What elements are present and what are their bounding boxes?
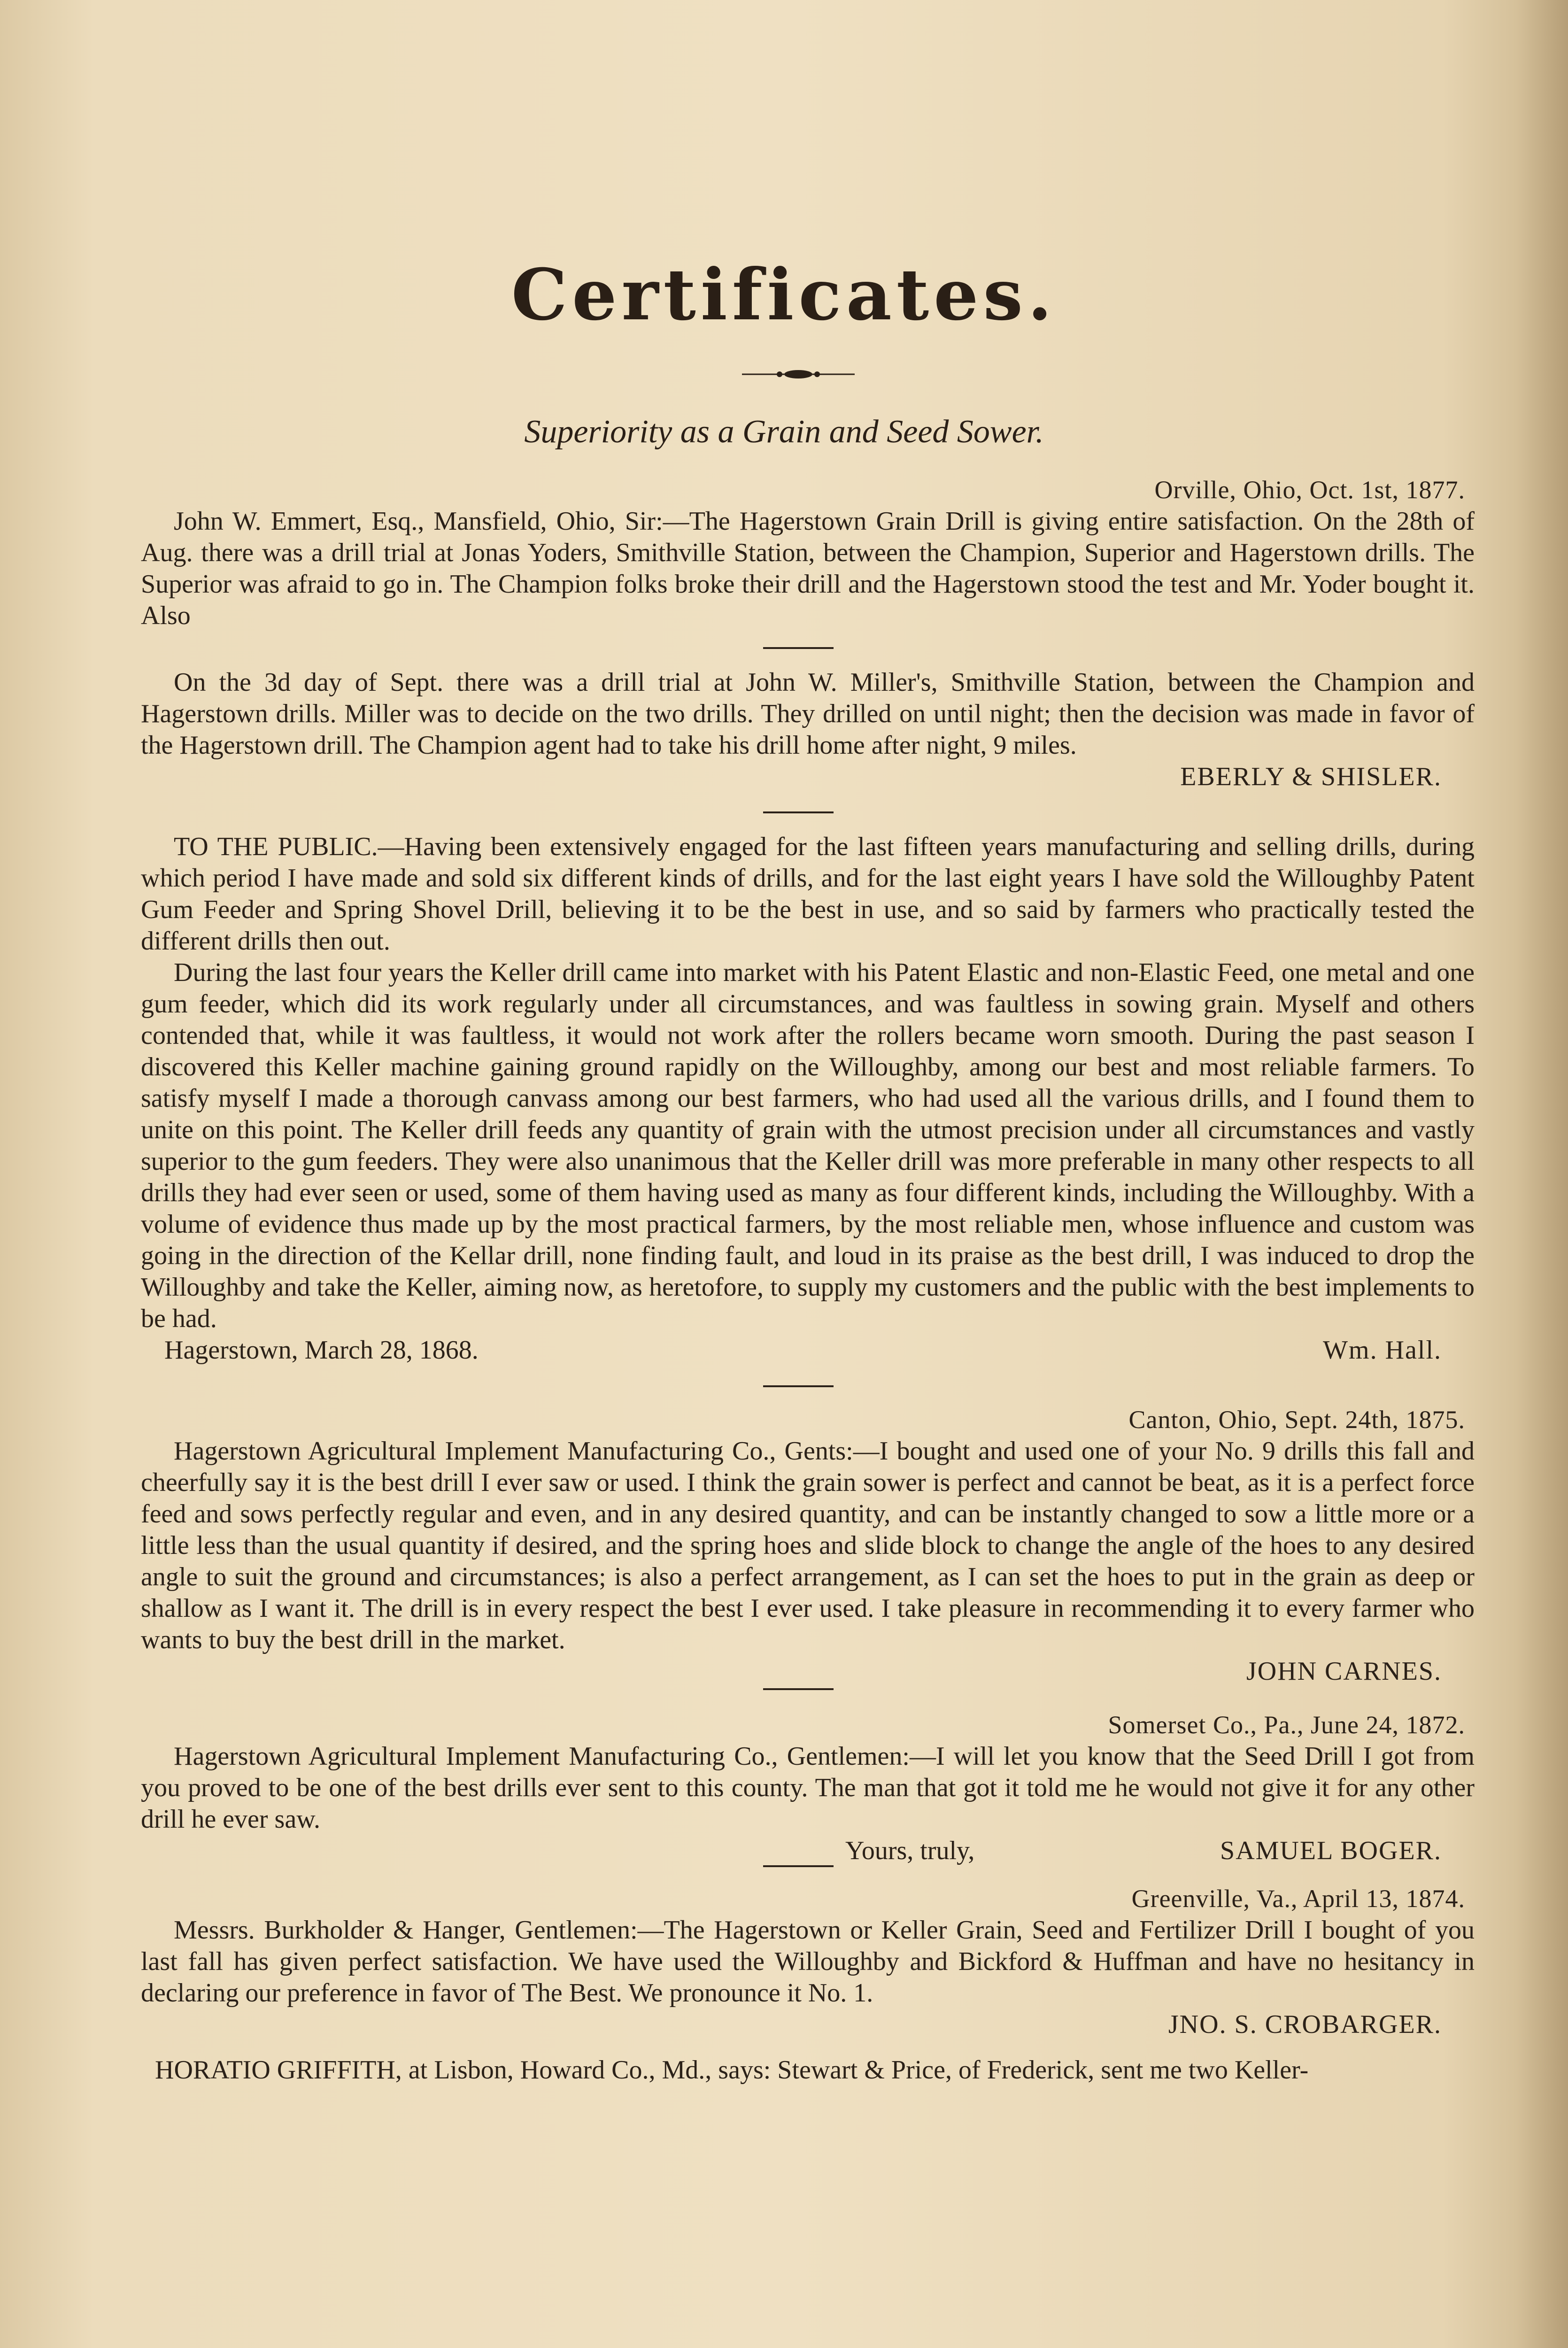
divider-rule — [763, 811, 834, 813]
dateline: Greenville, Va., April 13, 1874. — [1131, 1885, 1465, 1913]
ornament-divider — [742, 367, 855, 381]
divider-rule — [763, 1865, 834, 1867]
divider-rule — [763, 1688, 834, 1690]
certificate-body: TO THE PUBLIC.—Having been extensively engaged for the last fifteen years manufacturing and selling drills, during which period I have made and sold six different kinds of drills, and for the last eight years I have sold the Willoughby Patent Gum Feeder and Spring Shovel Drill, believing it to be the best in use, and so said by farmers who practically tested the different drills then out. — [141, 832, 1475, 956]
certificate-body: Hagerstown Agricultural Implement Manufacturing Co., Gentlemen:—I will let you know that the Seed Drill I got from you proved to be one of the best drills ever sent to this county. The man that got it told me he would not give it for any other drill he ever saw. — [141, 1742, 1475, 1834]
signature: JNO. S. CROBARGER. — [1168, 2010, 1442, 2039]
certificate-griffith — [141, 2054, 1475, 2086]
certificate-body: HORATIO GRIFFITH, at Lisbon, Howard Co., Md., says: Stewart & Price, of Frederick, sent me two Keller- — [155, 2055, 1309, 2085]
closing: Yours, truly, — [845, 1836, 975, 1865]
page-edge-shadow — [1516, 0, 1568, 2348]
signature: Wm. Hall. — [1323, 1336, 1442, 1365]
dateline: Orville, Ohio, Oct. 1st, 1877. — [1154, 476, 1465, 504]
signature: JOHN CARNES. — [1246, 1657, 1442, 1686]
certificate-body: Hagerstown Agricultural Implement Manufacturing Co., Gents:—I bought and used one of your No. 9 drills this fall and cheerfully say it is the best drill I ever saw or used. I think the grain sower is perfect and cannot be beat, as it is a perfect force feed and sows perfectly regular and even, and in any desired quantity, and can be instantly changed to sow a little more or a little less than the usual quantity if desired, and the spring hoes and slide block to change the angle of the hoes to any desired angle to suit the ground and circumstances; is also a perfect arrangement, as I can set the hoes to put in the grain as deep or shallow as I want it. The drill is in every respect the best I ever used. I take pleasure in recommending it to every farmer who wants to buy the best drill in the market. — [141, 1437, 1475, 1654]
certificate-body: Messrs. Burkholder & Hanger, Gentlemen:—The Hagerstown or Keller Grain, Seed and Fertilizer Drill I bought of you last fall has given perfect satisfaction. We have used the Willoughby and Bickford & Huffman and have no hesitancy in declaring our preference in favor of The Best. We pronounce it No. 1. — [141, 1915, 1475, 2008]
divider-rule — [763, 1385, 834, 1387]
dateline: Canton, Ohio, Sept. 24th, 1875. — [1128, 1406, 1465, 1434]
certificate-to-the-public — [141, 831, 1475, 1366]
certificate-canton — [141, 1404, 1475, 1687]
certificate-body: John W. Emmert, Esq., Mansfield, Ohio, Sir:—The Hagerstown Grain Drill is giving entire satisfaction. On the 28th of Aug. there was a drill trial at Jonas Yoders, Smithville Station, between the Champion, Superior and Hagerstown drills. The Superior was afraid to go in. The Champion folks broke their drill and the Hagerstown stood the test and Mr. Yoder bought it. Also — [141, 507, 1475, 630]
certificate-somerset — [141, 1709, 1475, 1867]
certificate-body: On the 3d day of Sept. there was a drill trial at John W. Miller's, Smithville Station, between the Champion and Hagerstown drills. Miller was to decide on the two drills. They drilled on until night; then the decision was made in favor of the Hagerstown drill. The Champion agent had to take his drill home after night, 9 miles. — [141, 668, 1475, 760]
section-subtitle: Superiority as a Grain and Seed Sower. — [524, 414, 1044, 450]
signature: SAMUEL BOGER. — [1220, 1836, 1442, 1865]
place-date: Hagerstown, March 28, 1868. — [164, 1336, 479, 1365]
certificate-miller-trial — [141, 667, 1475, 793]
page-title: Certificates. — [511, 254, 1057, 336]
signature: EBERLY & SHISLER. — [1180, 762, 1442, 791]
signature-row — [141, 1335, 1475, 1366]
certificate-greenville — [141, 1883, 1475, 2040]
dateline: Somerset Co., Pa., June 24, 1872. — [1108, 1711, 1465, 1739]
certificate-body-continued: During the last four years the Keller drill came into market with his Patent Elastic and non-Elastic Feed, one metal and one gum feeder, which did its work regularly under all circumstances, and was faultless in sowing grain. Myself and others contended that, while it was faultless, it would not work after the rollers became worn smooth. During the past season I discovered this Keller machine gaining ground rapidly on the Willoughby, among our best and most reliable farmers. To satisfy myself I made a thorough canvass among our best farmers, who had used all the various drills, and I found them to unite on this point. The Keller drill feeds any quantity of grain with the utmost precision under all circumstances and vastly superior to the gum feeders. They were also unanimous that the Keller drill was more preferable in many other respects to all drills they had ever seen or used, some of them having used as many as four different kinds, including the Willoughby. With a volume of evidence thus made up by the most practical farmers, by the most reliable men, whose influence and custom was going in the direction of the Kellar drill, none finding fault, and loud in its praise as the best drill, I was induced to drop the Willoughby and take the Keller, aiming now, as heretofore, to supply my customers and the public with the best implements to be had. — [141, 958, 1475, 1333]
signature-row — [141, 1835, 1475, 1867]
certificate-orville — [141, 474, 1475, 632]
divider-rule — [763, 647, 834, 649]
